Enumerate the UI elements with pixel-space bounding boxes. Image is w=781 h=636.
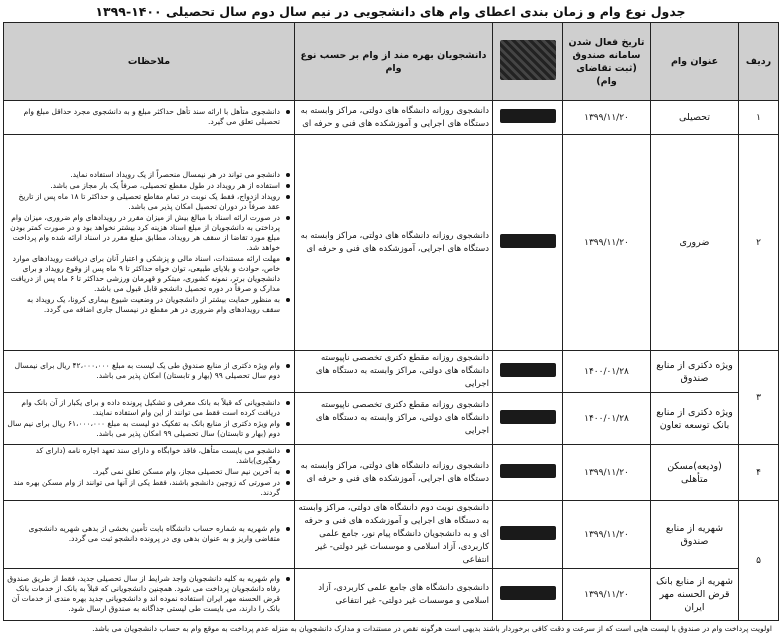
redacted-cell (493, 501, 563, 569)
notes-cell (4, 351, 295, 393)
redacted-cell (493, 569, 563, 621)
table-row (4, 351, 779, 393)
note-item: استفاده از هر رویداد در طول مقطع تحصیلی، صرفاً یک بار مجاز می باشد. (7, 181, 282, 191)
row-number: ۴ (739, 445, 779, 501)
table-row (4, 445, 779, 501)
header-row-number: ردیف (739, 23, 779, 101)
redacted-block (500, 363, 556, 377)
redacted-cell (493, 101, 563, 135)
note-item: وام شهریه به کلیه دانشجویان واجد شرایط از سال تحصیلی جدید، فقط از طریق صندوق رفاه دانشجویان پرداخت می شود. همچنین دانشجویانی که قبلاً به بانک از خدمات بانک قرض الحسنه مهر ایران استفاده نموده اند و دانشجویانی جدید بهره مندی از خدمات آن بانک را دارند، می بایست طی لیستی جداگانه به صندوق ارسال شود. (7, 574, 280, 613)
note-item: در صورتی که زوجین دانشجو باشند، فقط یکی از آنها می توانند از وام مسکن بهره مند گردند. (7, 478, 282, 498)
table-row (4, 569, 779, 621)
activation-date: ۱۳۹۹/۱۱/۲۰ (563, 445, 651, 501)
note-item: دانشجویانی که قبلاً به بانک معرفی و تشکیل پرونده داده و برای یکبار از آن بانک وام دریافت کرده است فقط می توانند از این وام استفاده نمایند. (7, 398, 282, 418)
note-item: وام ویژه دکتری از منابع بانک به تفکیک دو لیست به مبلغ ۶۱،۰۰۰،۰۰۰ ریال برای نیم سال دوم (بهار و تابستان) سال تحصیلی ۹۹ امکان پذیر می باشد. (7, 418, 280, 438)
eligible-students: دانشجوی روزانه دانشگاه های دولتی، مراکز وابسته به دستگاه های اجرایی، آموزشکده های فنی و حرفه ای (295, 445, 493, 501)
row-number: ۳ (739, 351, 779, 445)
note-item: به آخرین نیم سال تحصیلی مجاز، وام مسکن تعلق نمی گیرد. (7, 467, 282, 477)
eligible-students: دانشجوی روزانه دانشگاه های دولتی، مراکز وابسته به دستگاه های اجرایی و آموزشکده های فنی و حرفه ای (295, 101, 493, 135)
header-students: دانشجویان بهره مند از وام بر حسب نوع وام (295, 23, 493, 101)
notes-cell (4, 135, 295, 351)
redacted-block (500, 586, 556, 600)
notes-cell (4, 101, 295, 135)
loan-title: (ودیعه)مسکن متأهلی (651, 445, 739, 501)
note-item: وام شهریه به شماره حساب دانشگاه بابت تأمین بخشی از بدهی شهریه دانشجوی متقاضی واریز و به عنوان بدهی وی در پرونده دانشجو ثبت می گردد. (7, 524, 282, 544)
redacted-cell (493, 445, 563, 501)
notes-cell (4, 445, 295, 501)
redacted-block (500, 526, 556, 540)
activation-date: ۱۴۰۰/۰۱/۲۸ (563, 393, 651, 445)
note-item: دانشجو می تواند در هر نیمسال منحصراً از یک رویداد استفاده نماید. (7, 170, 282, 180)
note-item: رویداد ازدواج، فقط یک نوبت در تمام مقاطع تحصیلی و حداکثر تا ۱۸ ماه پس از تاریخ عقد صرفاً در دوران تحصیل امکان پذیر می باشد. (7, 192, 282, 212)
redacted-cell (493, 393, 563, 445)
activation-date: ۱۴۰۰/۰۱/۲۸ (563, 351, 651, 393)
header-activation-date: تاریخ فعال شدن سامانه صندوق (ثبت تقاضای وام) (563, 23, 651, 101)
loan-title: شهریه از منابع بانک قرض الحسنه مهر ایران (651, 569, 739, 621)
header-redacted (493, 23, 563, 101)
eligible-students: دانشجوی نوبت دوم دانشگاه های دولتی، مراکز وابسته به دستگاه های اجرایی و آموزشکده های فنی و حرفه ای و به دانشجویان دانشگاه پیام نور، جامع علمی کاربردی، آزاد اسلامی و موسسات غیر دولتی- غیر انتفاعی (295, 501, 493, 569)
redacted-block (500, 40, 556, 80)
header-loan-title: عنوان وام (651, 23, 739, 101)
note-item: مهلت ارائه مستندات، اسناد مالی و پزشکی و اعتبار آنان برای دریافت رویدادهای موارد خاص، حوادث و بلایای طبیعی، توان خواه حداکثر تا ۹ ماه پس از وقوع رویداد و برای دانشجویان برتر، نمونه کشوری، مبتکر و قهرمان ورزشی حداکثر تا ۶ ماه پس از دریافت مدارک و صرفاً در دوره تحصیل دانشجو قابل قبول می باشد. (7, 254, 282, 294)
header-notes: ملاحظات (4, 23, 295, 101)
table-row (4, 501, 779, 569)
note-item: به منظور حمایت بیشتر از دانشجویان در وضعیت شیوع بیماری کرونا، یک رویداد به سقف رویدادهای وام ضروری در هر مقطع در نیمسال جاری اضافه می گردد. (7, 295, 282, 315)
eligible-students: دانشجوی روزانه مقطع دکتری تخصصی ناپیوسته دانشگاه های دولتی، مراکز وابسته به دستگاه های اجرایی (295, 351, 493, 393)
notes-cell (4, 569, 295, 621)
loan-schedule-table (3, 22, 779, 621)
loan-title: ضروری (651, 135, 739, 351)
document-title: جدول نوع وام و زمان بندی اعطای وام های دانشجویی در نیم سال دوم سال تحصیلی ۱۴۰۰-۱۳۹۹ (95, 4, 686, 19)
activation-date: ۱۳۹۹/۱۱/۲۰ (563, 101, 651, 135)
header-row (4, 23, 779, 101)
eligible-students: دانشجوی دانشگاه های جامع علمی کاربردی، آزاد اسلامی و موسسات غیر دولتی- غیر انتفاعی (295, 569, 493, 621)
table-row (4, 393, 779, 445)
eligible-students: دانشجوی روزانه دانشگاه های دولتی، مراکز وابسته به دستگاه های اجرایی، آموزشکده های فنی و حرفه ای (295, 135, 493, 351)
redacted-cell (493, 351, 563, 393)
note-item: وام ویژه دکتری از منابع صندوق طی یک لیست به مبلغ ۴۲،۰۰۰،۰۰۰ ریال برای نیمسال دوم سال تحصیلی ۹۹ (بهار و تابستان) امکان پذیر می باشد. (7, 361, 282, 381)
note-item: در صورت ارائه اسناد با مبالغ بیش از میزان مقرر در رویدادهای وام ضروری، میزان وام پرداختی به دانشجویان از مبلغ اسناد هزینه کرد بیشتر نخواهد بود و در صورت کمتر بودن مبلغ مورد تقاضا از سقف هر رویداد، مطابق مبلغ مقرر در اسناد ارائه شده وام پرداخت خواهد شد. (7, 213, 282, 253)
activation-date: ۱۳۹۹/۱۱/۲۰ (563, 569, 651, 621)
row-number: ۱ (739, 101, 779, 135)
loan-title: تحصیلی (651, 101, 739, 135)
notes-cell (4, 501, 295, 569)
row-number: ۲ (739, 135, 779, 351)
note-item: دانشجوی متأهل با ارائه سند تأهل حداکثر مبلغ و به دانشجوی مجرد حداقل مبلغ وام تحصیلی تعلق می گیرد. (7, 107, 282, 127)
loan-title: ویژه دکتری از منابع صندوق (651, 351, 739, 393)
table-row (4, 101, 779, 135)
eligible-students: دانشجوی روزانه مقطع دکتری تخصصی ناپیوسته دانشگاه های دولتی، مراکز وابسته به دستگاه های اجرایی (295, 393, 493, 445)
redacted-cell (493, 135, 563, 351)
notes-cell (4, 393, 295, 445)
activation-date: ۱۳۹۹/۱۱/۲۰ (563, 501, 651, 569)
loan-title: شهریه از منابع صندوق (651, 501, 739, 569)
loan-title: ویژه دکتری از منابع بانک توسعه تعاون (651, 393, 739, 445)
row-number: ۵ (739, 501, 779, 621)
redacted-block (500, 234, 556, 248)
redacted-block (500, 410, 556, 424)
activation-date: ۱۳۹۹/۱۱/۲۰ (563, 135, 651, 351)
redacted-block (500, 464, 556, 478)
redacted-block (500, 109, 556, 123)
note-item: دانشجو می بایست متأهل، فاقد خوابگاه و دارای سند تعهد اجاره نامه (دارای کد رهگیری)باشد. (7, 446, 282, 466)
footer-note: اولویت پرداخت وام در صندوق با لیست هایی است که از سرعت و دقت کافی برخوردار باشند بدیهی است هرگونه نقص در مستندات و مدارک دانشجویان به منزله عدم پرداخت به موقع وام به حساب دانشجویان می باشد. (92, 624, 772, 633)
table-row (4, 135, 779, 351)
